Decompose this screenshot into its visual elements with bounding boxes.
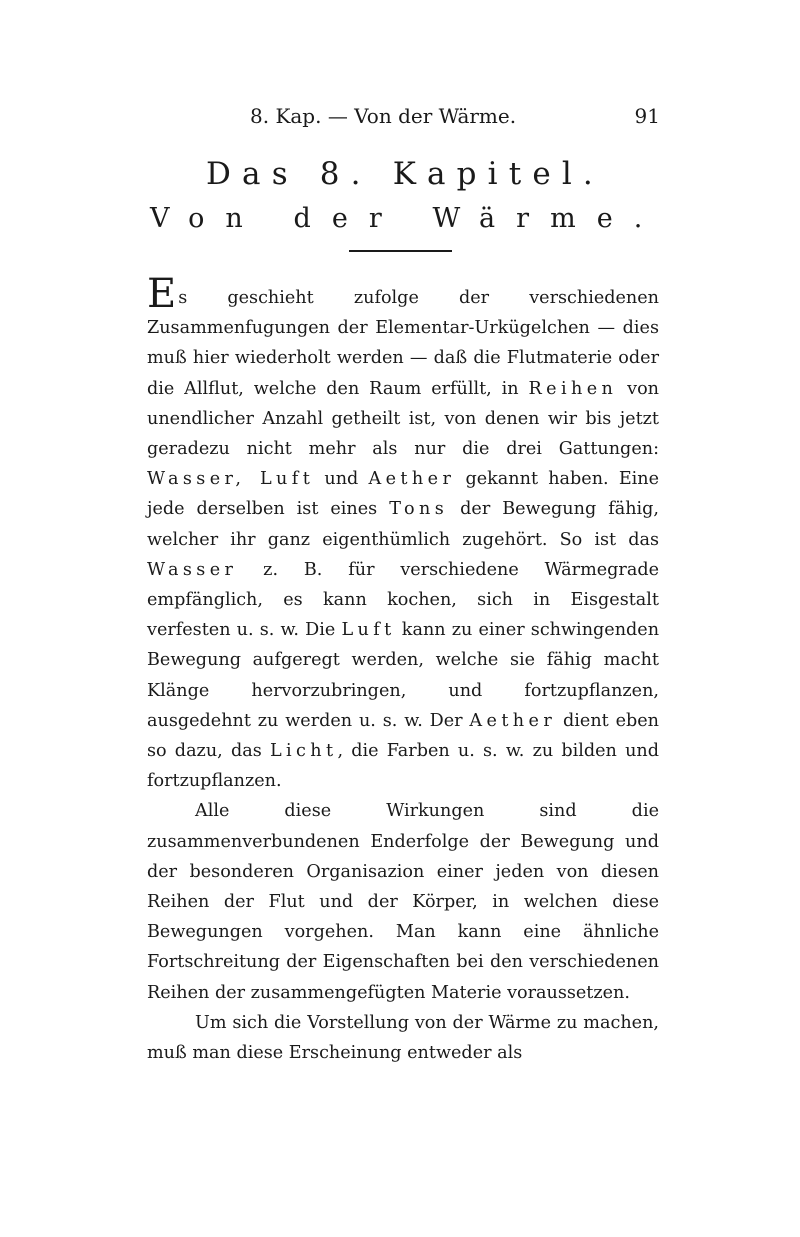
paragraph-2: Alle diese Wirkungen sind die zusammenverbundenen Enderfolge der Bewegung und der besonderen Organisazion einer jeden von diesen Reihen der Flut und der Körper, in welchen diese Bewegungen vorgehen. Man kann eine ähnliche Fortschreitung der Eigenschaften bei den verschiedenen Reihen der zusammengefügten Materie voraussetzen. [147,801,659,1003]
text-run: von unendlicher Anzahl getheilt ist, von denen wir bis jetzt geradezu nicht mehr als nur die drei Gattungen: [147,378,659,460]
emphasis-wasser-luft: Wasser, Luft [147,469,315,490]
body-text [147,271,660,1068]
chapter-title: Das 8. Kapitel. [206,156,604,192]
text-run: kann zu einer schwingenden Bewegung aufgeregt werden, welche sie fähig macht Klänge hervorzubringen, und fortzupflanzen, ausgedehnt zu werden u. s. w. Der [147,620,660,731]
text-run: gekannt haben. Eine jede derselben ist eines [147,469,660,520]
text-run: der Bewegung fähig, welcher ihr ganz eigenthümlich zugehört. So ist das [147,499,660,550]
running-head [150,104,660,134]
text-run: z. B. für verschiedene Wärmegrade empfänglich, es kann kochen, sich in Eisgestalt verfesten u. s. w. Die [147,559,659,641]
text-run: und [324,469,359,490]
emphasis-aether-2: Aether [469,710,557,731]
text-run: s geschieht zufolge der verschiedenen Zusammenfugungen der Elementar-Urkügelchen — dies muß hier wiederholt werden — daß die Flutmaterie oder die Allflut, welche den Raum erfüllt, in [147,288,659,399]
paragraph-1 [147,271,660,796]
emphasis-reihen: Reihen [528,378,618,399]
page-number: 91 [634,104,660,128]
emphasis-tons: Tons [389,499,449,520]
drop-cap: E [147,271,177,317]
title-divider [349,250,452,252]
emphasis-wasser: Wasser [147,559,238,580]
emphasis-licht: Licht [269,741,338,762]
section-title: Von der Wärme. [150,203,664,234]
paragraph-3: Um sich die Vorstellung von der Wärme zu machen, muß man diese Erscheinung entweder als [147,1012,659,1064]
text-run: , die Farben u. s. w. zu bilden und fortzupflanzen. [147,741,659,792]
emphasis-luft: Luft [341,620,396,641]
text-run: dient eben so dazu, das [147,710,660,762]
emphasis-aether: Aether [368,469,456,490]
running-head-text: 8. Kap. — Von der Wärme. [250,104,517,128]
